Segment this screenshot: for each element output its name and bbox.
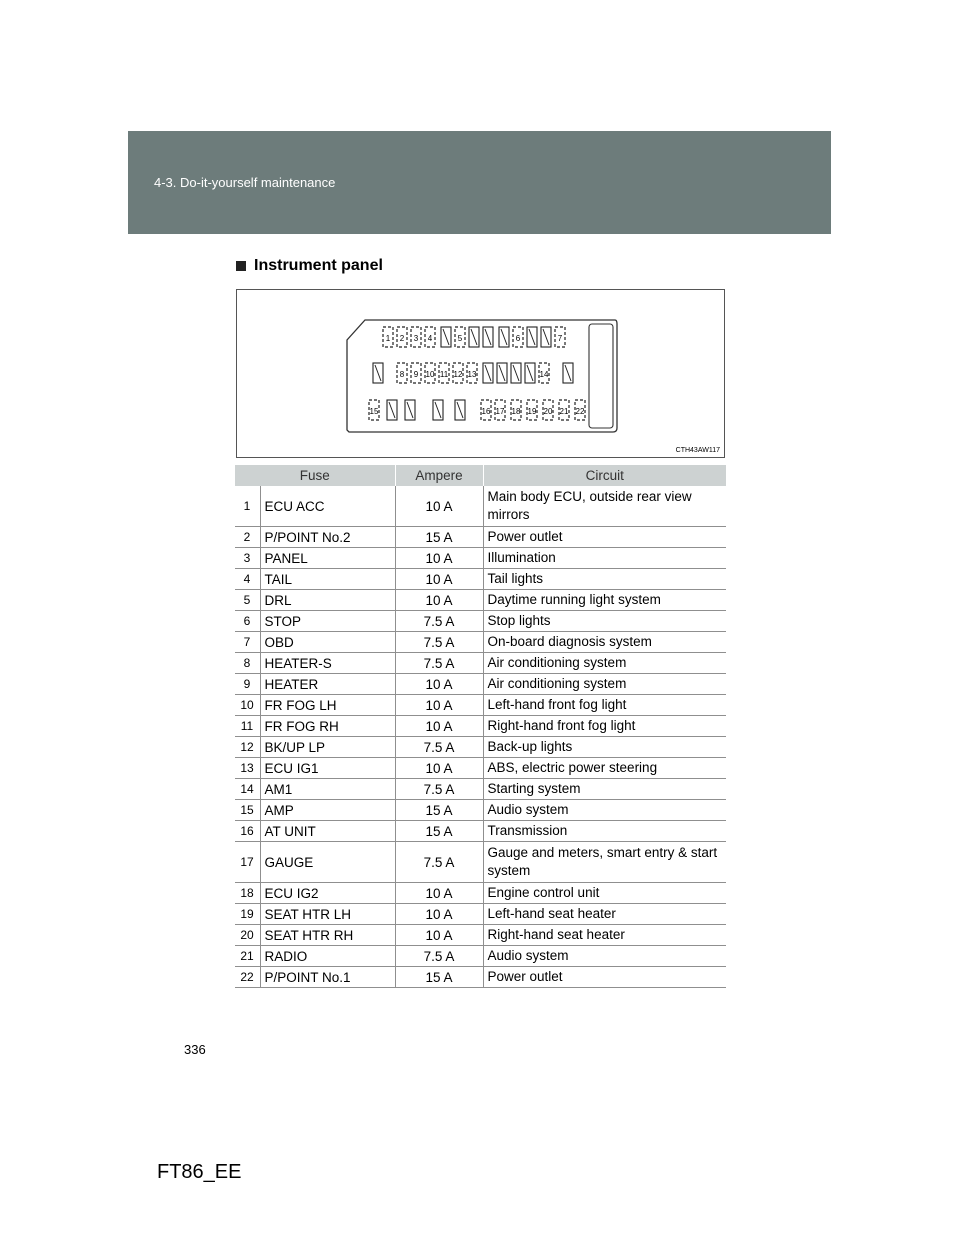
fuse-label: 12	[453, 370, 463, 379]
table-row	[235, 674, 727, 695]
table-row	[235, 904, 727, 925]
table-row	[235, 883, 727, 904]
header-fuse: Fuse	[235, 465, 396, 486]
fuse-circuit: Audio system	[483, 800, 726, 821]
fuse-ampere: 15 A	[395, 800, 483, 821]
fuse-number: 15	[235, 800, 261, 821]
fuse-number: 6	[235, 611, 261, 632]
fuse-number: 16	[235, 821, 261, 842]
page-header-bar	[128, 131, 831, 234]
fuse-circuit: Tail lights	[483, 569, 726, 590]
fuse-circuit: Right-hand seat heater	[483, 925, 726, 946]
table-row	[235, 925, 727, 946]
fuse-circuit: Right-hand front fog light	[483, 716, 726, 737]
fuse-label: 3	[413, 334, 419, 343]
fuse-name: ECU ACC	[260, 486, 395, 527]
table-row	[235, 946, 727, 967]
table-row	[235, 779, 727, 800]
fuse-ampere: 7.5 A	[395, 611, 483, 632]
fuse-label: 4	[427, 334, 433, 343]
header-circuit: Circuit	[483, 465, 726, 486]
fuse-number: 10	[235, 695, 261, 716]
fuse-circuit: ABS, electric power steering	[483, 758, 726, 779]
fuse-name: OBD	[260, 632, 395, 653]
fuse-ampere: 7.5 A	[395, 737, 483, 758]
section-heading	[236, 257, 383, 275]
fuse-label: 20	[543, 407, 553, 416]
fuse-number: 4	[235, 569, 261, 590]
table-row	[235, 758, 727, 779]
fuse-ampere: 10 A	[395, 548, 483, 569]
fuse-number: 5	[235, 590, 261, 611]
fuse-ampere: 10 A	[395, 674, 483, 695]
table-row	[235, 716, 727, 737]
fuse-ampere: 10 A	[395, 758, 483, 779]
fuse-circuit: Transmission	[483, 821, 726, 842]
table-row	[235, 527, 727, 548]
fuse-number: 19	[235, 904, 261, 925]
fuse-number: 9	[235, 674, 261, 695]
fuse-label: 15	[369, 407, 379, 416]
fuse-number: 13	[235, 758, 261, 779]
fuse-number: 17	[235, 842, 261, 883]
fuse-name: HEATER	[260, 674, 395, 695]
table-row	[235, 695, 727, 716]
fuse-name: FR FOG RH	[260, 716, 395, 737]
fuse-ampere: 10 A	[395, 695, 483, 716]
fuse-label: 22	[575, 407, 585, 416]
fuse-label: 8	[399, 370, 405, 379]
fuse-circuit: Illumination	[483, 548, 726, 569]
fuse-ampere: 7.5 A	[395, 779, 483, 800]
table-row	[235, 569, 727, 590]
fuse-circuit: Starting system	[483, 779, 726, 800]
table-row	[235, 590, 727, 611]
fuse-ampere: 10 A	[395, 904, 483, 925]
section-title: Instrument panel	[254, 257, 383, 274]
fuse-number: 8	[235, 653, 261, 674]
fuse-layout-svg	[237, 290, 724, 457]
fuse-circuit: Stop lights	[483, 611, 726, 632]
fuse-name: AM1	[260, 779, 395, 800]
fuse-label: 17	[495, 407, 505, 416]
fuse-ampere: 10 A	[395, 486, 483, 527]
table-row	[235, 632, 727, 653]
fuse-name: TAIL	[260, 569, 395, 590]
fuse-name: AT UNIT	[260, 821, 395, 842]
fuse-circuit: Back-up lights	[483, 737, 726, 758]
fuse-number: 14	[235, 779, 261, 800]
fuse-name: STOP	[260, 611, 395, 632]
fuse-name: BK/UP LP	[260, 737, 395, 758]
fuse-ampere: 10 A	[395, 883, 483, 904]
header-ampere: Ampere	[395, 465, 483, 486]
footer-code: FT86_EE	[157, 1161, 242, 1183]
fuse-table	[234, 465, 726, 988]
fuse-name: PANEL	[260, 548, 395, 569]
fuse-label: 10	[425, 370, 435, 379]
table-row	[235, 653, 727, 674]
fuse-label: 16	[481, 407, 491, 416]
fuse-label: 5	[457, 334, 463, 343]
square-bullet-icon	[236, 261, 246, 271]
fuse-label: 6	[515, 334, 521, 343]
fuse-number: 12	[235, 737, 261, 758]
fuse-name: P/POINT No.2	[260, 527, 395, 548]
fuse-name: ECU IG2	[260, 883, 395, 904]
fuse-circuit: On-board diagnosis system	[483, 632, 726, 653]
fuse-name: SEAT HTR LH	[260, 904, 395, 925]
fuse-label: 9	[413, 370, 419, 379]
fuse-number: 22	[235, 967, 261, 988]
fuse-label: 18	[511, 407, 521, 416]
fuse-ampere: 7.5 A	[395, 632, 483, 653]
fuse-label: 1	[385, 334, 391, 343]
fuse-circuit: Power outlet	[483, 527, 726, 548]
fuse-ampere: 10 A	[395, 569, 483, 590]
fuse-label: 11	[439, 370, 449, 379]
fuse-name: RADIO	[260, 946, 395, 967]
fuse-circuit: Power outlet	[483, 967, 726, 988]
fuse-number: 20	[235, 925, 261, 946]
fuse-ampere: 7.5 A	[395, 842, 483, 883]
fuse-name: HEATER-S	[260, 653, 395, 674]
fuse-name: FR FOG LH	[260, 695, 395, 716]
fuse-ampere: 10 A	[395, 590, 483, 611]
table-header-row	[235, 465, 727, 486]
fuse-ampere: 10 A	[395, 925, 483, 946]
fuse-number: 11	[235, 716, 261, 737]
fuse-name: P/POINT No.1	[260, 967, 395, 988]
fuse-circuit: Air conditioning system	[483, 674, 726, 695]
fuse-ampere: 15 A	[395, 527, 483, 548]
fuse-box-diagram	[236, 289, 725, 458]
fuse-circuit: Engine control unit	[483, 883, 726, 904]
fuse-label: 13	[467, 370, 477, 379]
table-row	[235, 611, 727, 632]
fuse-ampere: 10 A	[395, 716, 483, 737]
fuse-label: 2	[399, 334, 405, 343]
fuse-label: 14	[539, 370, 549, 379]
fuse-ampere: 15 A	[395, 967, 483, 988]
page-number: 336	[184, 1042, 206, 1057]
fuse-circuit: Gauge and meters, smart entry & start system	[483, 842, 726, 883]
fuse-number: 7	[235, 632, 261, 653]
fuse-ampere: 7.5 A	[395, 653, 483, 674]
fuse-circuit: Left-hand seat heater	[483, 904, 726, 925]
fuse-name: SEAT HTR RH	[260, 925, 395, 946]
fuse-ampere: 7.5 A	[395, 946, 483, 967]
table-row	[235, 737, 727, 758]
table-row	[235, 842, 727, 883]
header-section-title: 4-3. Do-it-yourself maintenance	[154, 175, 336, 190]
table-row	[235, 486, 727, 527]
fuse-name: ECU IG1	[260, 758, 395, 779]
table-row	[235, 967, 727, 988]
fuse-label: 21	[559, 407, 569, 416]
fuse-name: AMP	[260, 800, 395, 821]
fuse-circuit: Audio system	[483, 946, 726, 967]
fuse-circuit: Air conditioning system	[483, 653, 726, 674]
fuse-number: 18	[235, 883, 261, 904]
fuse-circuit: Left-hand front fog light	[483, 695, 726, 716]
table-row	[235, 800, 727, 821]
fuse-number: 3	[235, 548, 261, 569]
table-row	[235, 821, 727, 842]
fuse-circuit: Main body ECU, outside rear view mirrors	[483, 486, 726, 527]
fuse-number: 21	[235, 946, 261, 967]
fuse-label: 19	[527, 407, 537, 416]
fuse-box-side-slot	[589, 324, 613, 428]
fuse-name: DRL	[260, 590, 395, 611]
figure-code: CTH43AW117	[675, 447, 720, 454]
table-row	[235, 548, 727, 569]
fuse-number: 1	[235, 486, 261, 527]
fuse-circuit: Daytime running light system	[483, 590, 726, 611]
fuse-ampere: 15 A	[395, 821, 483, 842]
fuse-label: 7	[557, 334, 563, 343]
fuse-number: 2	[235, 527, 261, 548]
fuse-name: GAUGE	[260, 842, 395, 883]
